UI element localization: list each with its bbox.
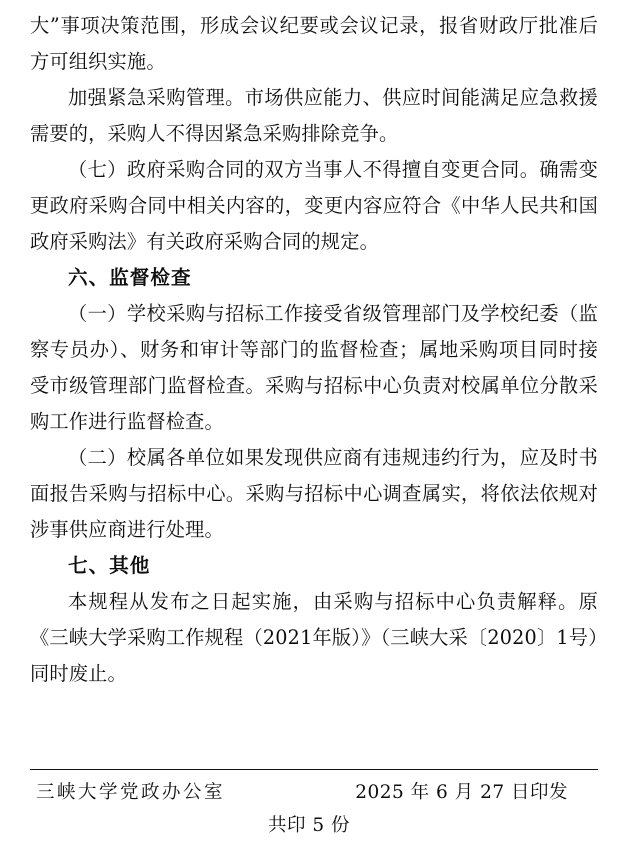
page-footer	[30, 769, 598, 848]
footer-issuer: 三峡大学党政办公室	[36, 782, 226, 803]
footer-main-row	[30, 776, 598, 810]
section-heading-six: 六、监督检查	[68, 266, 192, 289]
footer-copies: 共印 5 份	[267, 815, 351, 836]
section-heading-seven: 七、其他	[68, 554, 151, 577]
document-body	[30, 8, 598, 692]
paragraph-six-two: （二）校属各单位如果发现供应商有违规违约行为，应及时书面报告采购与招标中心。采购与招标中心调查属实，将依法依规对涉事供应商进行处理。	[30, 446, 598, 541]
paragraph-item-seven: （七）政府采购合同的双方当事人不得擅自变更合同。确需变更政府采购合同中相关内容的，变更内容应符合《中华人民共和国政府采购法》有关政府采购合同的规定。	[30, 158, 598, 253]
paragraph-continuation: 大”事项决策范围，形成会议纪要或会议记录，报省财政厅批准后方可组织实施。	[30, 14, 598, 73]
footer-divider	[30, 769, 598, 770]
paragraph-six-one: （一）学校采购与招标工作接受省级管理部门及学校纪委（监察专员办）、财务和审计等部门的监督检查；属地采购项目同时接受市级管理部门监督检查。采购与招标中心负责对校属单位分散采购工作进行监督检查。	[30, 302, 598, 433]
paragraph-seven-one: 本规程从发布之日起实施，由采购与招标中心负责解释。原《三峡大学采购工作规程（2021年版）》（三峡大采〔2020〕1号）同时废止。	[30, 590, 598, 685]
paragraph-emergency-purchase: 加强紧急采购管理。市场供应能力、供应时间能满足应急救援需要的，采购人不得因紧急采购排除竞争。	[30, 86, 598, 145]
footer-issue-date: 2025 年 6 月 27 日印发	[355, 782, 568, 803]
